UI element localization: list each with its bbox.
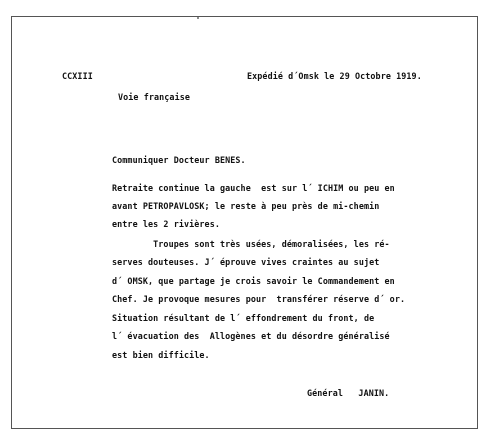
body-line: l´ évacuation des Allogènes et du désordre généralisé	[112, 331, 390, 341]
transmission-channel: Voie française	[118, 92, 190, 102]
body-line: Retraite continue la gauche est sur l´ ICHIM ou peu en	[112, 183, 395, 193]
body-line: d´ OMSK, que partage je crois savoir le Commandement en	[112, 276, 395, 286]
body-line: Situation résultant de l´ effondrement du front, de	[112, 313, 375, 323]
body-line: serves douteuses. J´ éprouve vives craintes au sujet	[112, 257, 380, 267]
telegram-reference: CCXIII	[62, 71, 93, 81]
body-line: entre les 2 rivières.	[112, 219, 220, 229]
body-line: avant PETROPAVLOSK; le reste à peu près de mi-chemin	[112, 201, 380, 211]
addressee-line: Communiquer Docteur BENES.	[112, 155, 246, 165]
body-line: Troupes sont très usées, démoralisées, les ré-	[112, 239, 390, 249]
body-line: est bien difficile.	[112, 350, 210, 360]
body-line: Chef. Je provoque mesures pour transférer réserve d´ or.	[112, 294, 406, 304]
signature: Général JANIN.	[307, 388, 390, 398]
dateline: Expédié d´Omsk le 29 Octobre 1919.	[247, 71, 422, 81]
scan-speck	[197, 17, 199, 19]
